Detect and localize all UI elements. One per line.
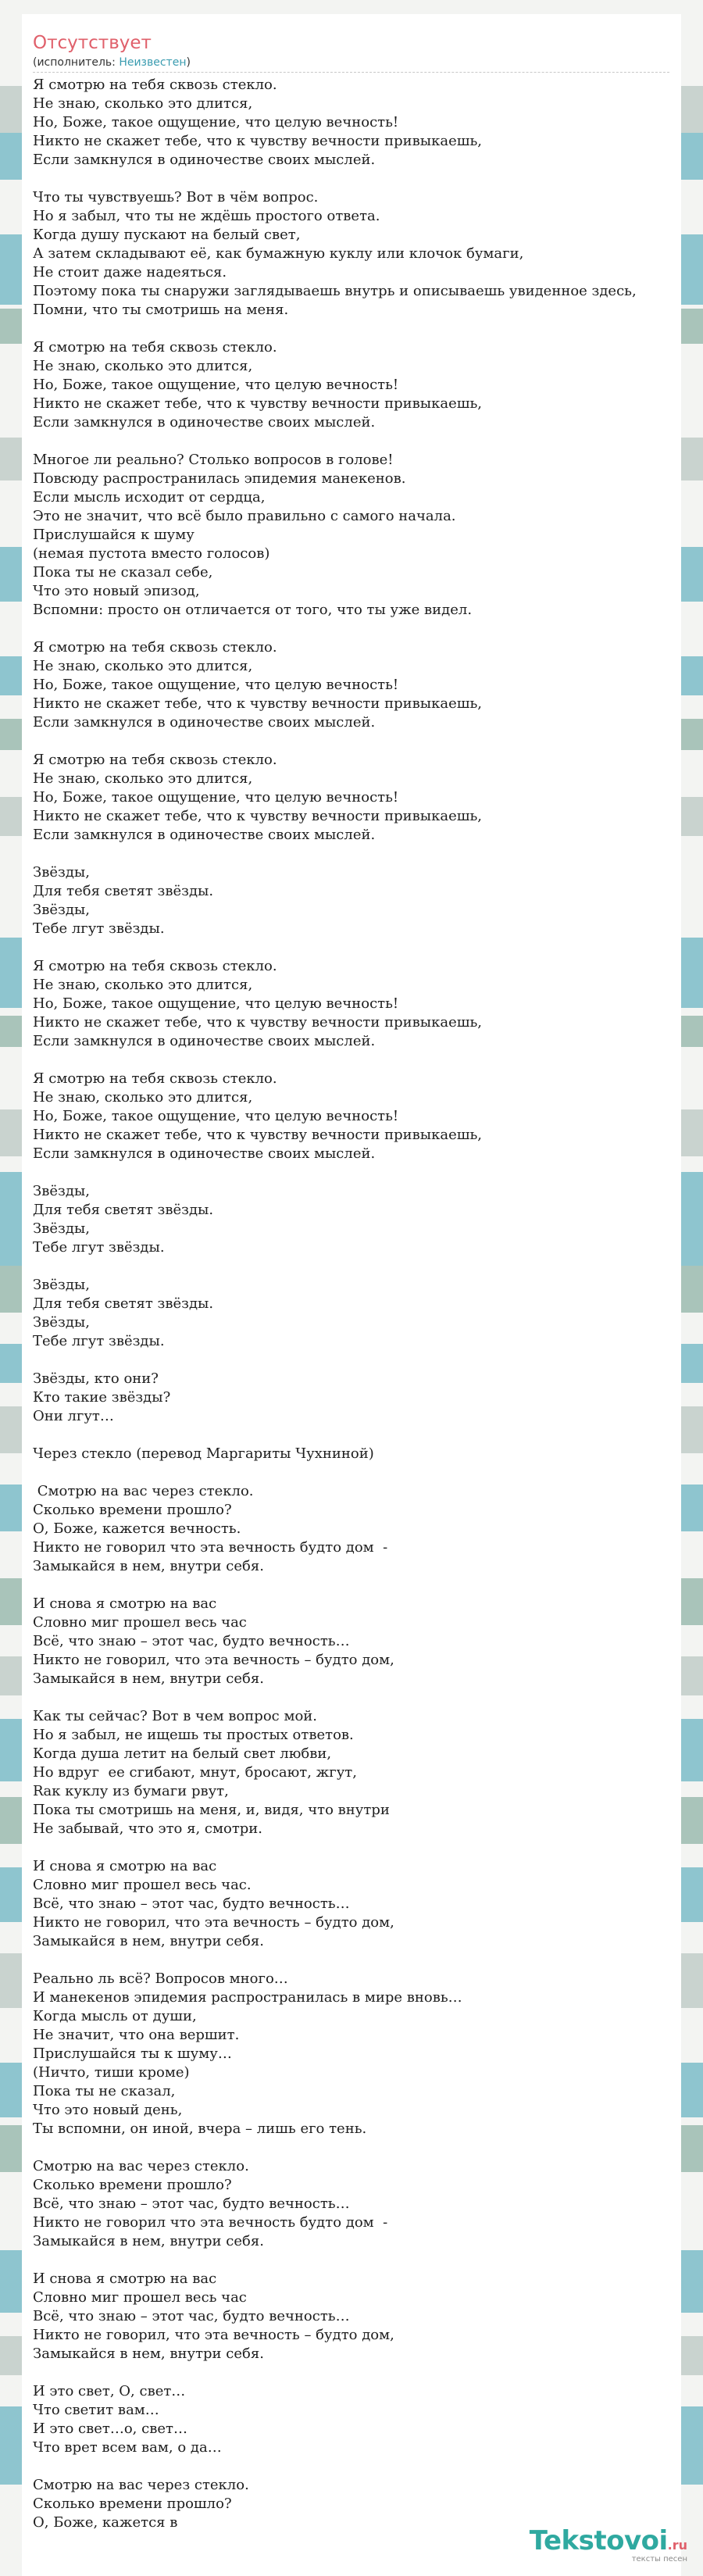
performer-line <box>33 55 669 73</box>
lyric-line: Никто не говорил, что эта вечность – будто дом, <box>33 1652 394 1668</box>
lyric-line: Звёзды, <box>33 1277 90 1293</box>
lyric-line: Но, Боже, такое ощущение, что целую вечность! <box>33 1108 399 1124</box>
lyric-line: Если мысль исходит от сердца, <box>33 489 266 506</box>
lyric-line: Но, Боже, такое ощущение, что целую вечность! <box>33 789 399 806</box>
lyric-line: Я смотрю на тебя сквозь стекло. <box>33 958 277 974</box>
lyric-line: О, Боже, кажется вечность. <box>33 1520 241 1537</box>
lyric-line: Когда душа летит на белый свет любви, <box>33 1745 332 1762</box>
lyric-line: Ты вспомни, он иной, вчера – лишь его тень. <box>33 2120 367 2137</box>
logo-tld: .ru <box>667 2538 687 2553</box>
lyric-line: Звёзды, <box>33 1183 90 1199</box>
lyric-line: Никто не говорил, что эта вечность – будто дом, <box>33 1914 394 1931</box>
lyric-line: Замыкайся в нем, внутри себя. <box>33 1670 264 1687</box>
lyrics-text <box>33 76 670 2532</box>
lyric-blank-line <box>33 2138 670 2157</box>
lyric-line: Всё, что знаю – этот час, будто вечность… <box>33 2195 350 2212</box>
lyric-line: Сколько времени прошло? <box>33 2496 232 2512</box>
lyric-line: Если замкнулся в одиночестве своих мыслей. <box>33 152 376 168</box>
logo-brand: Tekstovoi <box>529 2525 668 2556</box>
lyric-line: Смотрю на вас через стекло. <box>33 2158 249 2174</box>
lyric-line: Помни, что ты смотришь на меня. <box>33 302 289 318</box>
site-logo[interactable] <box>529 2525 687 2563</box>
lyric-line: А затем складывают её, как бумажную куклу или клочок бумаги, <box>33 245 524 262</box>
song-title: Отсутствует <box>33 33 152 53</box>
lyric-line: Смотрю на вас через стекло. <box>33 2477 249 2493</box>
lyric-line: И это свет, О, свет… <box>33 2383 186 2399</box>
lyric-line: Не знаю, сколько это длится, <box>33 358 253 374</box>
lyric-line: Пока ты не сказал, <box>33 2083 176 2099</box>
lyric-line: Если замкнулся в одиночестве своих мыслей. <box>33 1145 376 1162</box>
lyric-line: Пока ты не сказал себе, <box>33 564 213 581</box>
lyric-blank-line <box>33 1426 670 1445</box>
lyric-line: Но, Боже, такое ощущение, что целую вечность! <box>33 114 399 130</box>
lyric-line: Но вдруг ее сгибают, мнут, бросают, жгут, <box>33 1764 357 1781</box>
lyric-line: Но, Боже, такое ощущение, что целую вечность! <box>33 995 399 1012</box>
lyric-line: Не знаю, сколько это длится, <box>33 658 253 674</box>
lyric-blank-line <box>33 732 670 751</box>
lyric-line: Что это новый день, <box>33 2102 183 2118</box>
lyric-line: Смотрю на вас через стекло. <box>33 1483 254 1499</box>
lyric-blank-line <box>33 620 670 638</box>
lyric-line: Всё, что знаю – этот час, будто вечность… <box>33 2308 350 2324</box>
lyric-line: Звёзды, <box>33 1220 90 1237</box>
lyric-blank-line <box>33 2363 670 2382</box>
performer-prefix: (исполнитель: <box>33 56 120 69</box>
lyric-line: Замыкайся в нем, внутри себя. <box>33 1933 264 1949</box>
lyric-blank-line <box>33 938 670 957</box>
lyric-line: И это свет…о, свет… <box>33 2421 187 2437</box>
lyric-line: Никто не скажет тебе, что к чувству вечности привыкаешь, <box>33 808 482 824</box>
lyric-blank-line <box>33 170 670 188</box>
lyric-line: Если замкнулся в одиночестве своих мыслей. <box>33 414 376 431</box>
lyric-blank-line <box>33 1576 670 1595</box>
lyric-line: Пока ты смотришь на меня, и, видя, что внутри <box>33 1802 390 1818</box>
lyric-line: Как ты сейчас? Вот в чем вопрос мой. <box>33 1708 318 1724</box>
performer-link[interactable]: Неизвестен <box>119 56 187 69</box>
lyric-line: Для тебя светят звёзды. <box>33 883 214 899</box>
lyric-line: И снова я смотрю на вас <box>33 2271 217 2287</box>
lyric-blank-line <box>33 1838 670 1857</box>
lyric-blank-line <box>33 1257 670 1276</box>
lyric-blank-line <box>33 432 670 451</box>
lyric-line: Но я забыл, что ты не ждёшь простого ответа. <box>33 208 380 224</box>
lyric-blank-line <box>33 320 670 338</box>
lyric-line: Звёзды, кто они? <box>33 1370 159 1387</box>
lyric-line: Это не значит, что всё было правильно с самого начала. <box>33 508 456 524</box>
lyrics-card <box>22 14 681 2576</box>
lyric-line: Не знаю, сколько это длится, <box>33 770 253 787</box>
lyric-blank-line <box>33 1351 670 1370</box>
lyric-line: Повсюду распространилась эпидемия манекенов. <box>33 470 406 487</box>
lyric-blank-line <box>33 2251 670 2270</box>
lyric-line: Прислушайся ты к шуму… <box>33 2045 232 2062</box>
lyric-line: Никто не скажет тебе, что к чувству вечности привыкаешь, <box>33 133 482 149</box>
lyric-line: Звёзды, <box>33 1314 90 1331</box>
lyric-line: Замыкайся в нем, внутри себя. <box>33 1558 264 1574</box>
lyric-line: Кто такие звёзды? <box>33 1389 171 1406</box>
lyric-line: Для тебя светят звёзды. <box>33 1202 214 1218</box>
lyric-line: Но я забыл, не ищешь ты простых ответов. <box>33 1727 354 1743</box>
lyric-line: Словно миг прошел весь час <box>33 1614 247 1631</box>
lyric-line: Я смотрю на тебя сквозь стекло. <box>33 1070 277 1087</box>
lyric-line: Сколько времени прошло? <box>33 2177 232 2193</box>
lyric-line: Поэтому пока ты снаружи заглядываешь внутрь и описываешь увиденное здесь, <box>33 283 637 299</box>
lyric-line: Многое ли реально? Столько вопросов в голове! <box>33 452 394 468</box>
lyric-line: Но, Боже, такое ощущение, что целую вечность! <box>33 677 399 693</box>
lyric-line: Не стоит даже надеяться. <box>33 264 227 280</box>
lyric-blank-line <box>33 845 670 863</box>
lyric-blank-line <box>33 1463 670 1482</box>
lyric-line: Звёзды, <box>33 902 90 918</box>
lyric-blank-line <box>33 1951 670 1970</box>
lyric-line: Никто не скажет тебе, что к чувству вечности привыкаешь, <box>33 1014 482 1031</box>
lyric-line: Когда мысль от души, <box>33 2008 197 2024</box>
lyric-line: Я смотрю на тебя сквозь стекло. <box>33 639 277 656</box>
lyric-line: Что это новый эпизод, <box>33 583 200 599</box>
lyric-blank-line <box>33 1688 670 1707</box>
lyric-line: Что врет всем вам, о да… <box>33 2439 222 2456</box>
lyric-line: И манекенов эпидемия распространилась в мире вновь… <box>33 1989 462 2006</box>
lyric-line: (немая пустота вместо голосов) <box>33 545 270 562</box>
lyric-line: Сколько времени прошло? <box>33 1502 232 1518</box>
lyric-line: Когда душу пускают на белый свет, <box>33 227 301 243</box>
lyric-line: (Ничто, тиши кроме) <box>33 2064 190 2081</box>
lyric-line: Никто не скажет тебе, что к чувству вечности привыкаешь, <box>33 395 482 412</box>
lyric-blank-line <box>33 1163 670 1182</box>
lyric-line: Не знаю, сколько это длится, <box>33 1089 253 1106</box>
lyric-line: Всё, что знаю – этот час, будто вечность… <box>33 1633 350 1649</box>
lyric-line: Не значит, что она вершит. <box>33 2027 240 2043</box>
lyric-line: Но, Боже, такое ощущение, что целую вечность! <box>33 377 399 393</box>
lyric-line: Замыкайся в нем, внутри себя. <box>33 2233 264 2249</box>
lyric-line: Никто не скажет тебе, что к чувству вечности привыкаешь, <box>33 695 482 712</box>
lyric-blank-line <box>33 1051 670 1070</box>
lyric-line: Прислушайся к шуму <box>33 527 194 543</box>
lyric-line: Если замкнулся в одиночестве своих мыслей. <box>33 1033 376 1049</box>
lyric-line: Rак куклу из бумаги рвут, <box>33 1783 229 1799</box>
lyric-line: Я смотрю на тебя сквозь стекло. <box>33 752 277 768</box>
lyric-line: Если замкнулся в одиночестве своих мыслей. <box>33 714 376 731</box>
lyric-line: Я смотрю на тебя сквозь стекло. <box>33 77 277 93</box>
lyric-line: О, Боже, кажется в <box>33 2514 178 2531</box>
lyric-line: Если замкнулся в одиночестве своих мыслей. <box>33 827 376 843</box>
lyric-line: Тебе лгут звёзды. <box>33 1333 165 1349</box>
lyric-line: Они лгут… <box>33 1408 114 1424</box>
lyric-line: Что ты чувствуешь? Вот в чём вопрос. <box>33 189 319 205</box>
lyric-line: Тебе лгут звёзды. <box>33 920 165 937</box>
lyric-blank-line <box>33 2457 670 2476</box>
lyric-line: Не забывай, что это я, смотри. <box>33 1820 263 1837</box>
lyric-line: Никто не скажет тебе, что к чувству вечности привыкаешь, <box>33 1127 482 1143</box>
lyric-line: Через стекло (перевод Маргариты Чухниной) <box>33 1445 374 1462</box>
lyric-line: Вспомни: просто он отличается от того, что ты уже видел. <box>33 602 473 618</box>
lyric-line: Не знаю, сколько это длится, <box>33 95 253 112</box>
lyric-line: Что светит вам… <box>33 2402 159 2418</box>
lyric-line: Словно миг прошел весь час <box>33 2289 247 2306</box>
lyric-line: Для тебя светят звёзды. <box>33 1295 214 1312</box>
lyric-line: Никто не говорил что эта вечность будто дом - <box>33 2214 388 2231</box>
lyric-line: Тебе лгут звёзды. <box>33 1239 165 1256</box>
lyric-line: И снова я смотрю на вас <box>33 1858 217 1874</box>
lyric-line: Звёзды, <box>33 864 90 881</box>
performer-suffix: ) <box>186 56 191 69</box>
lyric-line: Никто не говорил, что эта вечность – будто дом, <box>33 2327 394 2343</box>
lyric-line: И снова я смотрю на вас <box>33 1595 217 1612</box>
lyric-line: Замыкайся в нем, внутри себя. <box>33 2346 264 2362</box>
lyric-line: Всё, что знаю – этот час, будто вечность… <box>33 1895 350 1912</box>
lyric-line: Словно миг прошел весь час. <box>33 1877 252 1893</box>
lyric-line: Не знаю, сколько это длится, <box>33 977 253 993</box>
lyric-line: Я смотрю на тебя сквозь стекло. <box>33 339 277 355</box>
logo-tagline: тексты песен <box>631 2555 687 2563</box>
lyric-line: Реально ль всё? Вопросов много… <box>33 1970 288 1987</box>
lyric-line: Никто не говорил что эта вечность будто дом - <box>33 1539 388 1556</box>
